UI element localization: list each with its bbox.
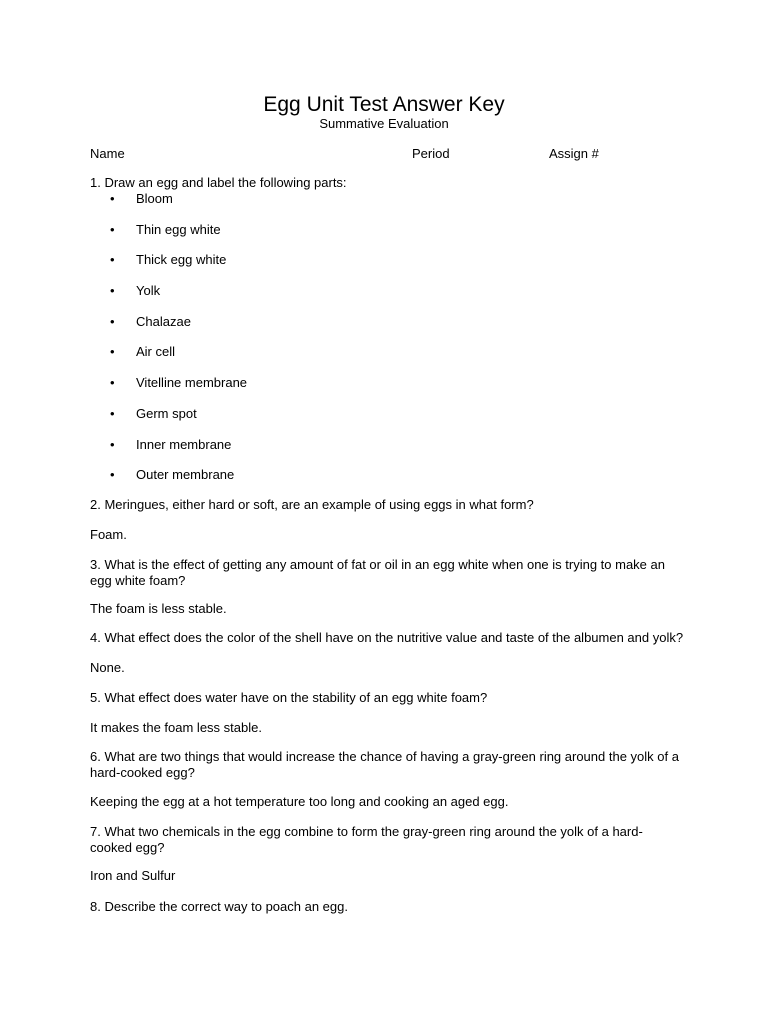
question-8: 8. Describe the correct way to poach an egg. [90,899,348,914]
page-subtitle: Summative Evaluation [319,116,449,131]
list-item: Germ spot [136,406,197,421]
answer-4: None. [90,660,125,675]
bullet-icon: • [110,406,115,421]
list-item: Bloom [136,191,173,206]
bullet-icon: • [110,191,115,206]
list-item: Air cell [136,344,176,359]
question-6: 6. What are two things that would increase the chance of having a gray-green ring around the yolk of a hard-cooked egg? [90,749,679,780]
bullet-icon: • [110,344,115,359]
answer-5: It makes the foam less stable. [90,720,262,735]
assign-label: Assign # [549,146,599,161]
page-title: Egg Unit Test Answer Key [263,93,505,116]
period-label: Period [412,146,450,161]
list-item: Thin egg white [136,222,221,237]
list-item: Thick egg white [136,252,227,267]
question-3: 3. What is the effect of getting any amount of fat or oil in an egg white when one is trying to make an egg white foam? [90,557,665,588]
list-item: Yolk [136,283,161,298]
bullet-icon: • [110,314,115,329]
bullet-icon: • [110,222,115,237]
bullet-icon: • [110,437,115,452]
bullet-icon: • [110,252,115,267]
list-item: Outer membrane [136,467,235,482]
question-5: 5. What effect does water have on the stability of an egg white foam? [90,690,488,705]
question-1: 1. Draw an egg and label the following parts: [90,175,347,190]
answer-6: Keeping the egg at a hot temperature too long and cooking an aged egg. [90,794,509,809]
list-item: Vitelline membrane [136,375,248,390]
answer-3: The foam is less stable. [90,601,227,616]
answer-7: Iron and Sulfur [90,868,176,883]
question-7: 7. What two chemicals in the egg combine to form the gray-green ring around the yolk of a hard-cooked egg? [90,824,643,855]
bullet-icon: • [110,375,115,390]
list-item: Inner membrane [136,437,232,452]
answer-2: Foam. [90,527,127,542]
bullet-icon: • [110,283,115,298]
list-item: Chalazae [136,314,191,329]
name-label: Name [90,146,125,161]
bullet-icon: • [110,467,115,482]
question-4: 4. What effect does the color of the shell have on the nutritive value and taste of the albumen and yolk? [90,630,684,645]
question-2: 2. Meringues, either hard or soft, are an example of using eggs in what form? [90,497,534,512]
